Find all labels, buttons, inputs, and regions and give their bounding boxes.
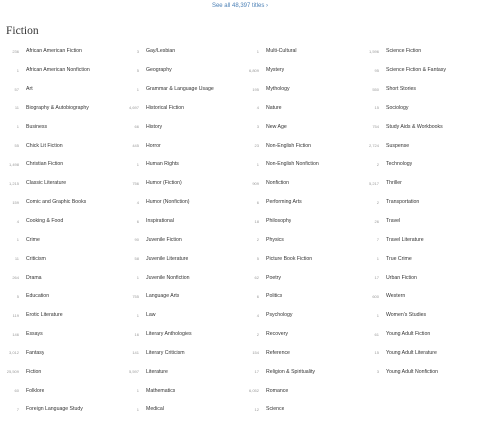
- subject-label: Non-English Nonfiction: [266, 161, 319, 168]
- subject-label: African American Nonfiction: [26, 67, 90, 74]
- subject-count: 1: [16, 237, 19, 243]
- subject-label: Juvenile Nonfiction: [146, 274, 190, 281]
- subject-link[interactable]: [240, 362, 360, 381]
- subject-link[interactable]: [240, 306, 360, 325]
- subject-column: [120, 42, 240, 419]
- subject-link[interactable]: [0, 99, 120, 118]
- subject-column: [360, 42, 480, 419]
- subject-count: 23: [254, 143, 259, 149]
- subject-label: Christian Fiction: [26, 161, 64, 168]
- subject-count: 909: [252, 180, 259, 186]
- subject-label: Poetry: [266, 274, 281, 281]
- subject-count: 15: [374, 105, 379, 111]
- subject-link[interactable]: [120, 136, 240, 155]
- subject-link[interactable]: [360, 155, 480, 174]
- subject-count: 7: [16, 406, 19, 412]
- subject-label: Folklore: [26, 387, 45, 394]
- subject-link[interactable]: [0, 230, 120, 249]
- subject-count: 146: [12, 331, 19, 337]
- subject-label: Recovery: [266, 331, 288, 338]
- subject-label: Geography: [146, 67, 172, 74]
- subject-label: Thriller: [386, 180, 402, 187]
- subject-link[interactable]: [360, 249, 480, 268]
- subject-link[interactable]: [0, 42, 120, 61]
- subject-link[interactable]: [120, 230, 240, 249]
- subject-label: Medical: [146, 406, 164, 413]
- subject-link[interactable]: [0, 287, 120, 306]
- subject-link[interactable]: [0, 400, 120, 419]
- subject-link[interactable]: [360, 174, 480, 193]
- subject-link[interactable]: [120, 249, 240, 268]
- subject-label: Religion & Spirituality: [266, 368, 316, 375]
- subject-count: 1: [136, 312, 139, 318]
- subject-count: 1: [376, 312, 379, 318]
- subject-label: Study Aids & Workbooks: [386, 123, 443, 130]
- subject-label: Young Adult Fiction: [386, 331, 431, 338]
- subject-label: Foreign Language Study: [26, 406, 83, 413]
- subject-link[interactable]: [360, 325, 480, 344]
- subject-count: 600: [372, 293, 379, 299]
- subject-count: 5,597: [128, 369, 139, 375]
- subject-link[interactable]: [360, 61, 480, 80]
- subject-count: 141: [132, 350, 139, 356]
- subject-label: Juvenile Literature: [146, 255, 189, 262]
- subject-count: 1,498: [8, 161, 19, 167]
- subject-count: 754: [372, 124, 379, 130]
- subject-count: 2: [256, 331, 259, 337]
- subject-link[interactable]: [120, 212, 240, 231]
- subject-count: 3: [376, 369, 379, 375]
- subject-link[interactable]: [0, 212, 120, 231]
- subject-label: Transportation: [386, 199, 420, 206]
- subject-count: 2: [376, 161, 379, 167]
- subject-count: 445: [132, 143, 139, 149]
- subject-link[interactable]: [240, 249, 360, 268]
- subject-label: Travel Literature: [386, 236, 424, 243]
- subject-label: Cooking & Food: [26, 218, 64, 225]
- subject-link[interactable]: [0, 249, 120, 268]
- subject-count: 18: [254, 218, 259, 224]
- subject-link[interactable]: [240, 193, 360, 212]
- subject-count: 60: [14, 388, 19, 394]
- subject-count: 26: [374, 218, 379, 224]
- subject-label: Young Adult Nonfiction: [386, 368, 439, 375]
- subject-count: 5: [256, 256, 259, 262]
- subject-label: Fiction: [26, 368, 42, 375]
- subject-label: Art: [26, 86, 33, 93]
- subject-label: Law: [146, 312, 156, 319]
- subject-label: Criticism: [26, 255, 46, 262]
- subject-count: 7: [376, 237, 379, 243]
- subject-count: 264: [12, 275, 19, 281]
- subject-label: Philosophy: [266, 218, 292, 225]
- subject-label: Multi-Cultural: [266, 48, 297, 55]
- subject-count: 5,217: [368, 180, 379, 186]
- subject-link[interactable]: [0, 268, 120, 287]
- subject-link[interactable]: [120, 193, 240, 212]
- subject-count: 95: [374, 67, 379, 73]
- subject-link[interactable]: [0, 344, 120, 363]
- subject-link[interactable]: [360, 306, 480, 325]
- subject-label: Psychology: [266, 312, 293, 319]
- subject-label: Horror: [146, 142, 161, 149]
- subject-count: 1: [136, 86, 139, 92]
- subject-label: Literary Anthologies: [146, 331, 192, 338]
- subject-label: Classic Literature: [26, 180, 67, 187]
- subject-count: 12: [254, 406, 259, 412]
- subject-link[interactable]: [120, 99, 240, 118]
- subject-link[interactable]: [240, 400, 360, 419]
- subject-label: Education: [26, 293, 50, 300]
- subject-count: 4: [16, 218, 19, 224]
- subject-count: 756: [132, 180, 139, 186]
- subject-link[interactable]: [120, 381, 240, 400]
- subject-link[interactable]: [0, 381, 120, 400]
- subject-label: Comic and Graphic Books: [26, 199, 87, 206]
- subject-link[interactable]: [0, 325, 120, 344]
- subject-link[interactable]: [360, 99, 480, 118]
- subject-label: Fantasy: [26, 349, 45, 356]
- subject-count: 62: [254, 275, 259, 281]
- subject-link[interactable]: [240, 61, 360, 80]
- subject-link[interactable]: [360, 42, 480, 61]
- subject-label: Nonfiction: [266, 180, 290, 187]
- subject-link[interactable]: [240, 212, 360, 231]
- subject-link[interactable]: [240, 80, 360, 99]
- subject-label: Short Stories: [386, 86, 416, 93]
- subject-label: Juvenile Fiction: [146, 236, 182, 243]
- subject-count: 2: [256, 237, 259, 243]
- subject-link[interactable]: [120, 117, 240, 136]
- subject-count: 58: [134, 256, 139, 262]
- subject-link[interactable]: [240, 174, 360, 193]
- subject-label: Science Fiction: [386, 48, 422, 55]
- subject-label: Picture Book Fiction: [266, 255, 313, 262]
- subject-count: 25,509: [6, 369, 19, 375]
- subject-label: Urban Fiction: [386, 274, 417, 281]
- subject-label: Erotic Literature: [26, 312, 63, 319]
- subject-label: Sociology: [386, 104, 409, 111]
- subject-label: Mathematics: [146, 387, 176, 394]
- subject-label: Reference: [266, 349, 290, 356]
- subject-label: African American Fiction: [26, 48, 82, 55]
- subject-link[interactable]: [240, 230, 360, 249]
- subject-count: 1: [16, 124, 19, 130]
- subject-link[interactable]: [360, 362, 480, 381]
- subject-link[interactable]: [240, 99, 360, 118]
- subject-column: [0, 42, 120, 419]
- subject-label: Business: [26, 123, 48, 130]
- subject-count: 15: [374, 350, 379, 356]
- subject-label: Romance: [266, 387, 289, 394]
- subject-link[interactable]: [120, 80, 240, 99]
- subject-link[interactable]: [0, 306, 120, 325]
- subject-count: 3,012: [8, 350, 19, 356]
- subject-link[interactable]: [360, 117, 480, 136]
- subject-count: 11: [14, 256, 19, 262]
- subject-count: 1: [136, 161, 139, 167]
- subject-label: Chick Lit Fiction: [26, 142, 63, 149]
- subject-link[interactable]: [0, 80, 120, 99]
- subject-count: 154: [252, 350, 259, 356]
- subject-link[interactable]: [0, 155, 120, 174]
- subject-link[interactable]: [0, 362, 120, 381]
- subject-label: Crime: [26, 236, 40, 243]
- subject-link[interactable]: [120, 174, 240, 193]
- subject-label: Grammar & Language Usage: [146, 86, 214, 93]
- subject-count: 16: [134, 331, 139, 337]
- subject-link[interactable]: [360, 287, 480, 306]
- subject-count: 1,215: [8, 180, 19, 186]
- subject-label: Science: [266, 406, 285, 413]
- subject-label: Physics: [266, 236, 284, 243]
- subject-count: 3: [136, 48, 139, 54]
- subject-count: 1,596: [368, 48, 379, 54]
- subject-link[interactable]: [120, 400, 240, 419]
- subject-link[interactable]: [120, 61, 240, 80]
- subject-link[interactable]: [0, 61, 120, 80]
- subject-link[interactable]: [360, 344, 480, 363]
- subject-count: 4: [256, 105, 259, 111]
- subject-count: 66: [134, 124, 139, 130]
- subject-label: Nature: [266, 104, 282, 111]
- subject-count: 11: [14, 105, 19, 111]
- subject-link[interactable]: [120, 268, 240, 287]
- subject-link[interactable]: [120, 42, 240, 61]
- subject-count: 236: [12, 48, 19, 54]
- section-title: Fiction: [6, 25, 39, 37]
- subject-count: 6,052: [248, 388, 259, 394]
- subject-link[interactable]: [360, 193, 480, 212]
- subject-count: 119: [12, 312, 19, 318]
- subject-count: 1: [136, 406, 139, 412]
- subject-label: Suspense: [386, 142, 410, 149]
- subject-link[interactable]: [240, 287, 360, 306]
- subject-label: Women's Studies: [386, 312, 427, 319]
- subject-count: 6,809: [248, 67, 259, 73]
- subject-label: Western: [386, 293, 406, 300]
- subject-link[interactable]: [120, 325, 240, 344]
- subject-link[interactable]: [240, 381, 360, 400]
- subject-label: Non-English Fiction: [266, 142, 311, 149]
- subject-link[interactable]: [0, 136, 120, 155]
- subject-link[interactable]: [360, 136, 480, 155]
- subject-label: Science Fiction & Fantasy: [386, 67, 446, 74]
- subject-label: Language Arts: [146, 293, 180, 300]
- subject-link[interactable]: [240, 268, 360, 287]
- subject-label: Biography & Autobiography: [26, 104, 89, 111]
- subject-label: New Age: [266, 123, 287, 130]
- subject-count: 1: [376, 256, 379, 262]
- subject-count: 57: [14, 86, 19, 92]
- subject-link[interactable]: [240, 155, 360, 174]
- subject-count: 4: [256, 312, 259, 318]
- subject-label: Mythology: [266, 86, 290, 93]
- subject-label: Young Adult Literature: [386, 349, 437, 356]
- subject-link[interactable]: [240, 42, 360, 61]
- subject-label: Mystery: [266, 67, 285, 74]
- subject-count: 550: [372, 86, 379, 92]
- subject-label: Essays: [26, 331, 43, 338]
- subject-link[interactable]: [0, 193, 120, 212]
- subject-link[interactable]: [360, 212, 480, 231]
- subject-label: History: [146, 123, 163, 130]
- subject-link[interactable]: [240, 117, 360, 136]
- subject-label: Historical Fiction: [146, 104, 185, 111]
- subject-link[interactable]: [240, 325, 360, 344]
- subject-column: [240, 42, 360, 419]
- subject-count: 1: [16, 67, 19, 73]
- subject-count: 4: [136, 199, 139, 205]
- subject-link[interactable]: [0, 174, 120, 193]
- subject-count: 61: [374, 331, 379, 337]
- subject-count: 17: [374, 275, 379, 281]
- subject-label: Literature: [146, 368, 168, 375]
- subject-grid: [0, 42, 480, 419]
- subject-label: Gay/Lesbian: [146, 48, 176, 55]
- subject-link[interactable]: [120, 362, 240, 381]
- subject-label: Performing Arts: [266, 199, 302, 206]
- subject-label: Literary Criticism: [146, 349, 185, 356]
- subject-count: 1: [136, 275, 139, 281]
- subject-count: 5: [16, 293, 19, 299]
- subject-count: 195: [252, 86, 259, 92]
- subject-count: 5: [136, 67, 139, 73]
- subject-link[interactable]: [120, 287, 240, 306]
- subject-link[interactable]: [360, 80, 480, 99]
- subject-label: Drama: [26, 274, 42, 281]
- subject-count: 2,724: [368, 143, 379, 149]
- subject-link[interactable]: [360, 230, 480, 249]
- subject-count: 55: [14, 143, 19, 149]
- subject-count: 1: [256, 161, 259, 167]
- subject-link[interactable]: [0, 117, 120, 136]
- subject-count: 90: [134, 237, 139, 243]
- subject-link[interactable]: [120, 344, 240, 363]
- subject-label: True Crime: [386, 255, 412, 262]
- subject-count: 1: [136, 388, 139, 394]
- subject-count: 6: [136, 218, 139, 224]
- subject-count: 6: [256, 293, 259, 299]
- subject-link[interactable]: [240, 344, 360, 363]
- subject-label: Inspirational: [146, 218, 174, 225]
- subject-link[interactable]: [120, 155, 240, 174]
- subject-count: 2: [376, 199, 379, 205]
- subject-link[interactable]: [240, 136, 360, 155]
- subject-label: Politics: [266, 293, 283, 300]
- subject-count: 17: [254, 369, 259, 375]
- subject-count: 159: [12, 199, 19, 205]
- subject-label: Humor (Fiction): [146, 180, 182, 187]
- subject-count: 3: [256, 124, 259, 130]
- subject-count: 755: [132, 293, 139, 299]
- subject-count: 4,697: [128, 105, 139, 111]
- subject-label: Humor (Nonfiction): [146, 199, 190, 206]
- see-all-titles-link[interactable]: See all 48,397 titles ›: [211, 3, 269, 9]
- subject-label: Technology: [386, 161, 413, 168]
- subject-count: 6: [256, 199, 259, 205]
- subject-label: Human Rights: [146, 161, 179, 168]
- subject-label: Travel: [386, 218, 401, 225]
- subject-link[interactable]: [120, 306, 240, 325]
- subject-link[interactable]: [360, 268, 480, 287]
- subject-count: 1: [256, 48, 259, 54]
